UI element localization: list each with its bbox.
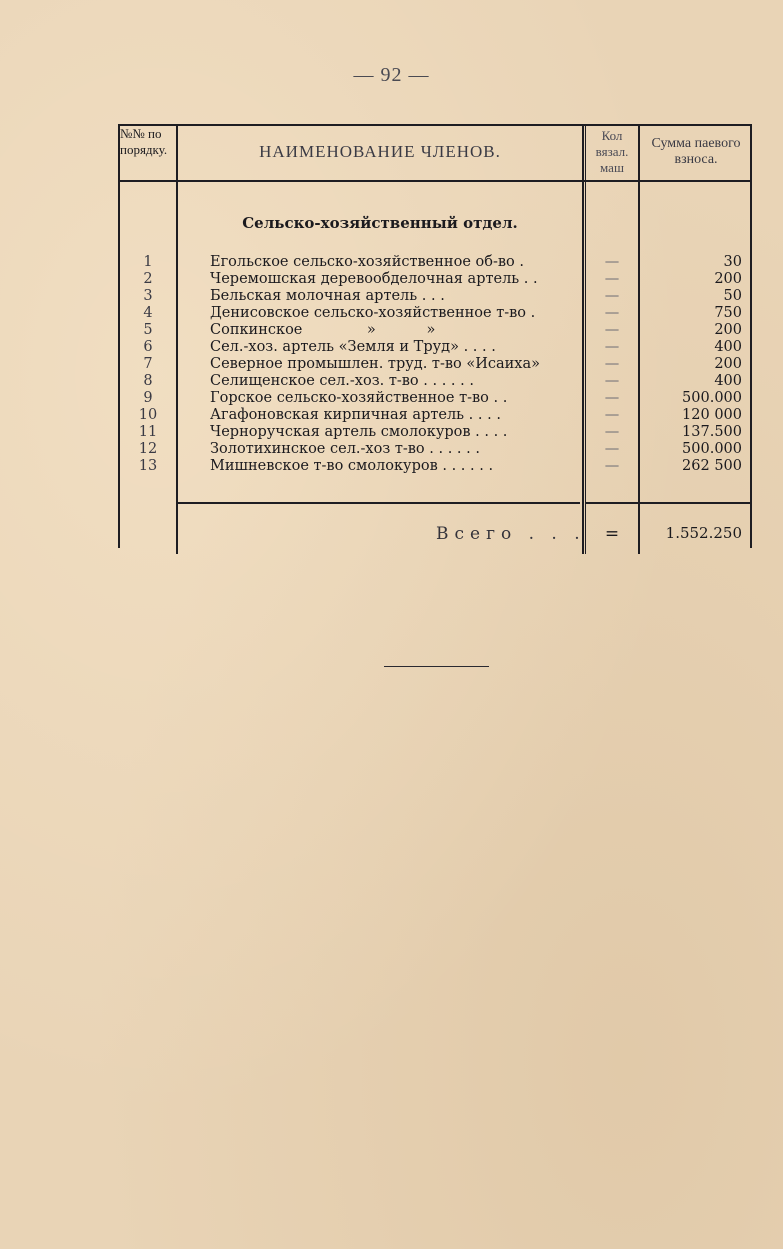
row-member-name: Мишневское т-во смолокуров . . . . . . [210,458,494,474]
row-share-sum: 750 [714,305,742,321]
total-label: Всего . . . [436,524,586,544]
table-row [118,339,752,356]
row-number: 1 [143,254,153,270]
header-number: №№ по порядку. [120,126,168,157]
table-row [118,305,752,322]
footer-divider [384,666,489,667]
row-share-sum: 500.000 [682,390,742,406]
row-member-name: Сопкинское » » [210,322,436,338]
row-share-sum: 30 [723,254,742,270]
row-machine-count: — [604,424,620,440]
row-machine-count: — [604,271,620,287]
row-member-name: Селищенское сел.-хоз. т-во . . . . . . [210,373,474,389]
row-machine-count: — [604,254,620,270]
row-number: 8 [143,373,153,389]
table-row [118,288,752,305]
row-number: 5 [143,322,153,338]
row-share-sum: 120 000 [682,407,742,423]
row-machine-count: — [604,373,620,389]
row-share-sum: 500.000 [682,441,742,457]
table-row [118,271,752,288]
row-machine-count: — [604,441,620,457]
total-machine-count: = [604,524,620,544]
row-share-sum: 400 [714,373,742,389]
row-member-name: Северное промышлен. труд. т-во «Исаиха» [210,356,540,372]
row-number: 7 [143,356,153,372]
row-machine-count: — [604,407,620,423]
page-number: — 92 — [353,64,430,86]
header-machine-count: Кол вязал. маш [595,128,629,175]
row-member-name: Сел.-хоз. артель «Земля и Труд» . . . . [210,339,496,355]
row-member-name: Агафоновская кирпичная артель . . . . [210,407,501,423]
table-row [118,441,752,458]
row-share-sum: 262 500 [682,458,742,474]
row-number: 12 [138,441,158,457]
row-member-name: Черноручская артель смолокуров . . . . [210,424,508,440]
row-number: 13 [138,458,158,474]
row-member-name: Золотихинское сел.-хоз т-во . . . . . . [210,441,480,457]
table-row [118,254,752,271]
table-row [118,373,752,390]
row-machine-count: — [604,356,620,372]
row-share-sum: 200 [714,271,742,287]
table-row [118,356,752,373]
row-member-name: Денисовское сельско-хозяйственное т-во . [210,305,536,321]
row-share-sum: 137.500 [682,424,742,440]
row-share-sum: 200 [714,322,742,338]
row-number: 2 [143,271,153,287]
row-machine-count: — [604,390,620,406]
table-row [118,390,752,407]
rows-bottom-rule-right [586,502,752,504]
row-machine-count: — [604,322,620,338]
row-share-sum: 400 [714,339,742,355]
row-member-name: Черемошская деревообделочная артель . . [210,271,538,287]
row-number: 6 [143,339,153,355]
row-machine-count: — [604,339,620,355]
row-member-name: Егольское сельско-хозяйственное об-во . [210,254,524,270]
row-share-sum: 200 [714,356,742,372]
row-machine-count: — [604,288,620,304]
table-row [118,458,752,475]
row-number: 4 [143,305,153,321]
row-number: 9 [143,390,153,406]
row-number: 10 [138,407,158,423]
row-member-name: Горское сельско-хозяйственное т-во . . [210,390,508,406]
header-share-sum: Сумма паевого взноса. [651,136,741,167]
header-bottom-rule [118,180,752,182]
rows-bottom-rule-name [178,502,580,504]
section-title: Сельско-хозяйственный отдел. [242,214,518,232]
row-share-sum: 50 [723,288,742,304]
table-row [118,424,752,441]
row-number: 3 [143,288,153,304]
row-number: 11 [138,424,158,440]
members-table [118,124,752,554]
header-member-name: НАИМЕНОВАНИЕ ЧЛЕНОВ. [259,142,501,161]
row-member-name: Бельская молочная артель . . . [210,288,445,304]
total-share-sum: 1.552.250 [665,524,742,542]
table-row [118,322,752,339]
row-machine-count: — [604,458,620,474]
row-machine-count: — [604,305,620,321]
table-row [118,407,752,424]
